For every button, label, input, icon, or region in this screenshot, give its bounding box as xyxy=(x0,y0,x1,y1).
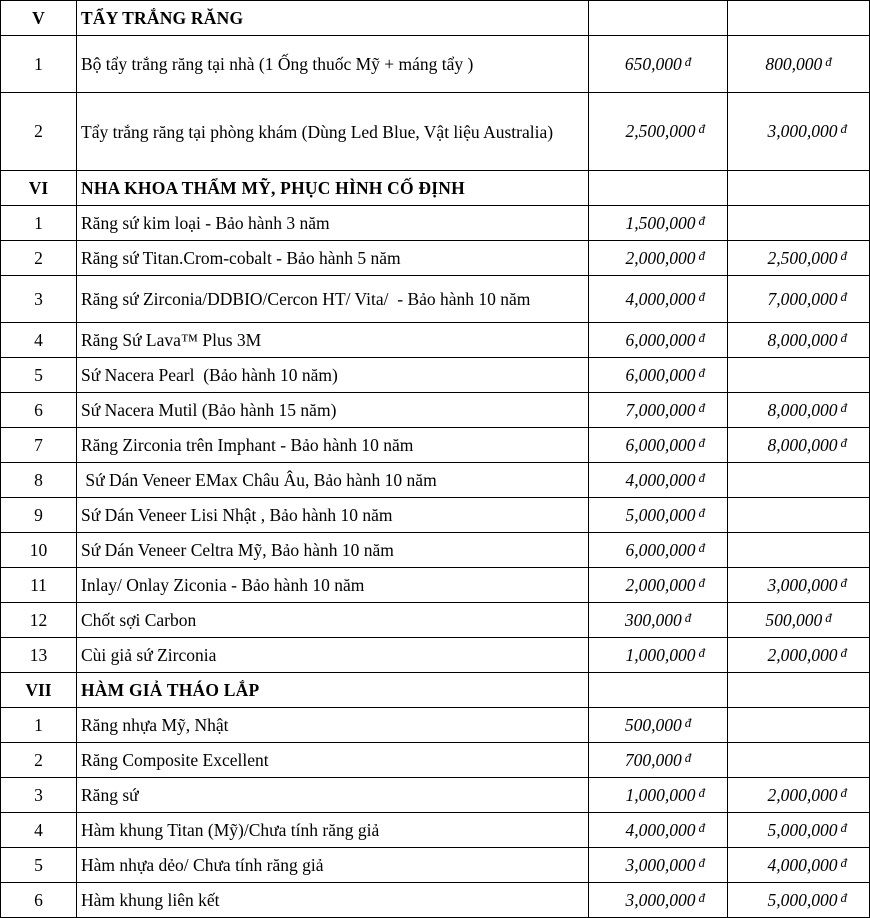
service-name-text: Răng nhựa Mỹ, Nhật xyxy=(81,715,229,735)
table-row xyxy=(1,498,870,533)
empty-cell xyxy=(589,171,728,206)
price-max: 7,000,000 xyxy=(767,288,838,309)
price-max-cell xyxy=(728,813,870,848)
section-title: NHA KHOA THẨM MỸ, PHỤC HÌNH CỐ ĐỊNH xyxy=(77,171,589,206)
price-max-cell xyxy=(728,93,870,171)
price-min-cell xyxy=(589,883,728,918)
price-min-cell xyxy=(589,276,728,323)
price-min-cell xyxy=(589,358,728,393)
currency-symbol: đ xyxy=(825,609,832,625)
table-row xyxy=(1,358,870,393)
service-name xyxy=(77,638,589,673)
service-name xyxy=(77,883,589,918)
currency-symbol: đ xyxy=(698,644,705,660)
service-name xyxy=(77,533,589,568)
price-max: 2,500,000 xyxy=(767,247,838,268)
price-max: 800,000 xyxy=(765,53,823,74)
price-min: 6,000,000 xyxy=(625,364,696,385)
price-max-cell xyxy=(728,276,870,323)
item-number: 3 xyxy=(1,276,77,323)
service-name-text: Răng Sứ Lava™ Plus 3M xyxy=(81,330,262,350)
section-header-row xyxy=(1,171,870,206)
item-number: 11 xyxy=(1,568,77,603)
section-header-row xyxy=(1,673,870,708)
price-min-cell xyxy=(589,743,728,778)
price-max-cell xyxy=(728,36,870,93)
item-number: 5 xyxy=(1,848,77,883)
price-max-cell xyxy=(728,638,870,673)
price-min-cell xyxy=(589,323,728,358)
service-name-text: Răng sứ xyxy=(81,785,139,805)
service-name-text: Cùi giả sứ Zirconia xyxy=(81,645,217,665)
service-name xyxy=(77,708,589,743)
section-title: TẨY TRẮNG RĂNG xyxy=(77,1,589,36)
service-name-text: Răng Zirconia trên Imphant - Bảo hành 10 năm xyxy=(81,435,414,455)
currency-symbol: đ xyxy=(698,819,705,835)
price-min: 1,000,000 xyxy=(625,784,696,805)
price-max-cell xyxy=(728,323,870,358)
currency-symbol: đ xyxy=(698,784,705,800)
price-min: 3,000,000 xyxy=(625,889,696,910)
service-name xyxy=(77,241,589,276)
price-max: 4,000,000 xyxy=(767,854,838,875)
section-number: V xyxy=(1,1,77,36)
service-name-text: Răng sứ kim loại - Bảo hành 3 năm xyxy=(81,213,330,233)
item-number: 2 xyxy=(1,241,77,276)
currency-symbol: đ xyxy=(698,889,705,905)
table-row xyxy=(1,778,870,813)
price-min: 300,000 xyxy=(624,609,682,630)
currency-symbol: đ xyxy=(840,889,847,905)
price-max-cell xyxy=(728,463,870,498)
service-name xyxy=(77,276,589,323)
service-name-text: Răng sứ Titan.Crom-cobalt - Bảo hành 5 năm xyxy=(81,248,401,268)
item-number: 3 xyxy=(1,778,77,813)
price-max-cell xyxy=(728,498,870,533)
price-min-cell xyxy=(589,393,728,428)
service-name-text: Hàm khung liên kết xyxy=(81,890,220,910)
price-min: 4,000,000 xyxy=(625,819,696,840)
table-row xyxy=(1,463,870,498)
table-row xyxy=(1,323,870,358)
price-min-cell xyxy=(589,428,728,463)
price-min: 700,000 xyxy=(624,749,682,770)
price-min: 6,000,000 xyxy=(625,434,696,455)
service-name xyxy=(77,498,589,533)
empty-cell xyxy=(728,673,870,708)
service-name xyxy=(77,463,589,498)
table-row xyxy=(1,813,870,848)
price-max: 5,000,000 xyxy=(767,819,838,840)
service-name xyxy=(77,36,589,93)
empty-cell xyxy=(728,1,870,36)
table-row xyxy=(1,848,870,883)
table-row xyxy=(1,206,870,241)
price-min: 650,000 xyxy=(624,53,682,74)
price-max: 8,000,000 xyxy=(767,399,838,420)
price-max-cell xyxy=(728,883,870,918)
price-max: 5,000,000 xyxy=(767,889,838,910)
service-name xyxy=(77,568,589,603)
price-min-cell xyxy=(589,36,728,93)
price-max-cell xyxy=(728,358,870,393)
currency-symbol: đ xyxy=(698,364,705,380)
currency-symbol: đ xyxy=(698,212,705,228)
price-min: 7,000,000 xyxy=(625,399,696,420)
price-max: 2,000,000 xyxy=(767,644,838,665)
section-header-row xyxy=(1,1,870,36)
price-max: 8,000,000 xyxy=(767,329,838,350)
price-min: 3,000,000 xyxy=(625,854,696,875)
price-min-cell xyxy=(589,603,728,638)
service-name-text: Hàm nhựa dẻo/ Chưa tính răng giả xyxy=(81,855,324,875)
currency-symbol: đ xyxy=(840,434,847,450)
price-max-cell xyxy=(728,241,870,276)
service-name xyxy=(77,323,589,358)
price-min-cell xyxy=(589,206,728,241)
table-row xyxy=(1,708,870,743)
service-name xyxy=(77,93,589,171)
price-max-cell xyxy=(728,533,870,568)
currency-symbol: đ xyxy=(840,644,847,660)
price-min-cell xyxy=(589,498,728,533)
item-number: 9 xyxy=(1,498,77,533)
table-row xyxy=(1,883,870,918)
empty-cell xyxy=(589,673,728,708)
currency-symbol: đ xyxy=(684,53,692,69)
service-name-text: Sứ Dán Veneer EMax Châu Âu, Bảo hành 10 năm xyxy=(81,470,437,490)
price-max-cell xyxy=(728,603,870,638)
currency-symbol: đ xyxy=(698,504,705,520)
price-max: 3,000,000 xyxy=(767,574,838,595)
table-row xyxy=(1,533,870,568)
price-table-body xyxy=(1,1,870,918)
table-row xyxy=(1,393,870,428)
price-max-cell xyxy=(728,743,870,778)
price-min: 1,500,000 xyxy=(625,212,696,233)
price-max: 500,000 xyxy=(765,609,823,630)
price-min: 500,000 xyxy=(624,714,682,735)
price-max-cell xyxy=(728,778,870,813)
currency-symbol: đ xyxy=(698,469,705,485)
service-name xyxy=(77,393,589,428)
service-name xyxy=(77,603,589,638)
currency-symbol: đ xyxy=(698,854,705,870)
price-max: 3,000,000 xyxy=(767,121,838,141)
currency-symbol: đ xyxy=(840,288,847,304)
item-number: 1 xyxy=(1,36,77,93)
currency-symbol: đ xyxy=(698,288,705,304)
service-name-text: Răng sứ Zirconia/DDBIO/Cercon HT/ Vita/ - Bảo hành 10 năm xyxy=(81,289,531,309)
currency-symbol: đ xyxy=(698,121,705,136)
currency-symbol: đ xyxy=(840,854,847,870)
currency-symbol: đ xyxy=(840,399,847,415)
price-min: 2,500,000 xyxy=(625,121,696,141)
currency-symbol: đ xyxy=(698,434,705,450)
item-number: 6 xyxy=(1,883,77,918)
price-min-cell xyxy=(589,533,728,568)
currency-symbol: đ xyxy=(840,121,847,136)
service-name xyxy=(77,778,589,813)
price-max-cell xyxy=(728,206,870,241)
table-row xyxy=(1,568,870,603)
section-title: HÀM GIẢ THÁO LẮP xyxy=(77,673,589,708)
price-min-cell xyxy=(589,708,728,743)
price-max: 2,000,000 xyxy=(767,784,838,805)
currency-symbol: đ xyxy=(840,784,847,800)
table-row xyxy=(1,276,870,323)
price-max-cell xyxy=(728,428,870,463)
item-number: 1 xyxy=(1,708,77,743)
price-max-cell xyxy=(728,708,870,743)
price-min-cell xyxy=(589,568,728,603)
price-min: 5,000,000 xyxy=(625,504,696,525)
price-min: 6,000,000 xyxy=(625,329,696,350)
table-row xyxy=(1,36,870,93)
empty-cell xyxy=(728,171,870,206)
price-min: 4,000,000 xyxy=(625,469,696,490)
item-number: 4 xyxy=(1,813,77,848)
currency-symbol: đ xyxy=(698,539,705,555)
service-name-text: Sứ Dán Veneer Celtra Mỹ, Bảo hành 10 năm xyxy=(81,540,394,560)
price-min: 2,000,000 xyxy=(625,574,696,595)
section-number: VII xyxy=(1,673,77,708)
service-name xyxy=(77,428,589,463)
price-min: 2,000,000 xyxy=(625,247,696,268)
price-min-cell xyxy=(589,463,728,498)
service-name xyxy=(77,358,589,393)
service-name xyxy=(77,813,589,848)
service-name xyxy=(77,848,589,883)
price-min: 1,000,000 xyxy=(625,644,696,665)
service-name-text: Răng Composite Excellent xyxy=(81,750,269,770)
service-name-text: Bộ tẩy trắng răng tại nhà (1 Ống thuốc Mỹ + máng tẩy ) xyxy=(81,54,474,74)
price-max-cell xyxy=(728,568,870,603)
currency-symbol: đ xyxy=(840,247,847,263)
item-number: 8 xyxy=(1,463,77,498)
price-min: 4,000,000 xyxy=(625,288,696,309)
currency-symbol: đ xyxy=(698,574,705,590)
table-row xyxy=(1,241,870,276)
item-number: 10 xyxy=(1,533,77,568)
price-max: 8,000,000 xyxy=(767,434,838,455)
service-name xyxy=(77,743,589,778)
currency-symbol: đ xyxy=(825,53,832,69)
currency-symbol: đ xyxy=(840,329,847,345)
item-number: 6 xyxy=(1,393,77,428)
service-name-text: Sứ Nacera Pearl (Bảo hành 10 năm) xyxy=(81,365,338,385)
table-row xyxy=(1,743,870,778)
service-name-text: Inlay/ Onlay Ziconia - Bảo hành 10 năm xyxy=(81,575,365,595)
item-number: 5 xyxy=(1,358,77,393)
currency-symbol: đ xyxy=(684,749,692,765)
price-min-cell xyxy=(589,93,728,171)
price-min-cell xyxy=(589,638,728,673)
table-row xyxy=(1,428,870,463)
currency-symbol: đ xyxy=(698,399,705,415)
service-name xyxy=(77,206,589,241)
currency-symbol: đ xyxy=(684,609,692,625)
table-row xyxy=(1,93,870,171)
currency-symbol: đ xyxy=(698,247,705,263)
currency-symbol: đ xyxy=(684,714,692,730)
service-name-text: Hàm khung Titan (Mỹ)/Chưa tính răng giả xyxy=(81,820,380,840)
item-number: 4 xyxy=(1,323,77,358)
currency-symbol: đ xyxy=(698,329,705,345)
item-number: 1 xyxy=(1,206,77,241)
table-row xyxy=(1,638,870,673)
item-number: 13 xyxy=(1,638,77,673)
item-number: 7 xyxy=(1,428,77,463)
item-number: 2 xyxy=(1,743,77,778)
currency-symbol: đ xyxy=(840,819,847,835)
empty-cell xyxy=(589,1,728,36)
price-max-cell xyxy=(728,393,870,428)
service-name-text: Chốt sợi Carbon xyxy=(81,610,197,630)
price-min-cell xyxy=(589,778,728,813)
price-min: 6,000,000 xyxy=(625,539,696,560)
service-name-text: Sứ Dán Veneer Lisi Nhật , Bảo hành 10 năm xyxy=(81,505,393,525)
item-number: 12 xyxy=(1,603,77,638)
price-min-cell xyxy=(589,241,728,276)
section-number: VI xyxy=(1,171,77,206)
service-name-text: Sứ Nacera Mutil (Bảo hành 15 năm) xyxy=(81,400,337,420)
service-name-text: Tẩy trắng răng tại phòng khám (Dùng Led Blue, Vật liệu Australia) xyxy=(81,121,554,142)
price-min-cell xyxy=(589,848,728,883)
price-min-cell xyxy=(589,813,728,848)
table-row xyxy=(1,603,870,638)
item-number: 2 xyxy=(1,93,77,171)
price-max-cell xyxy=(728,848,870,883)
currency-symbol: đ xyxy=(840,574,847,590)
